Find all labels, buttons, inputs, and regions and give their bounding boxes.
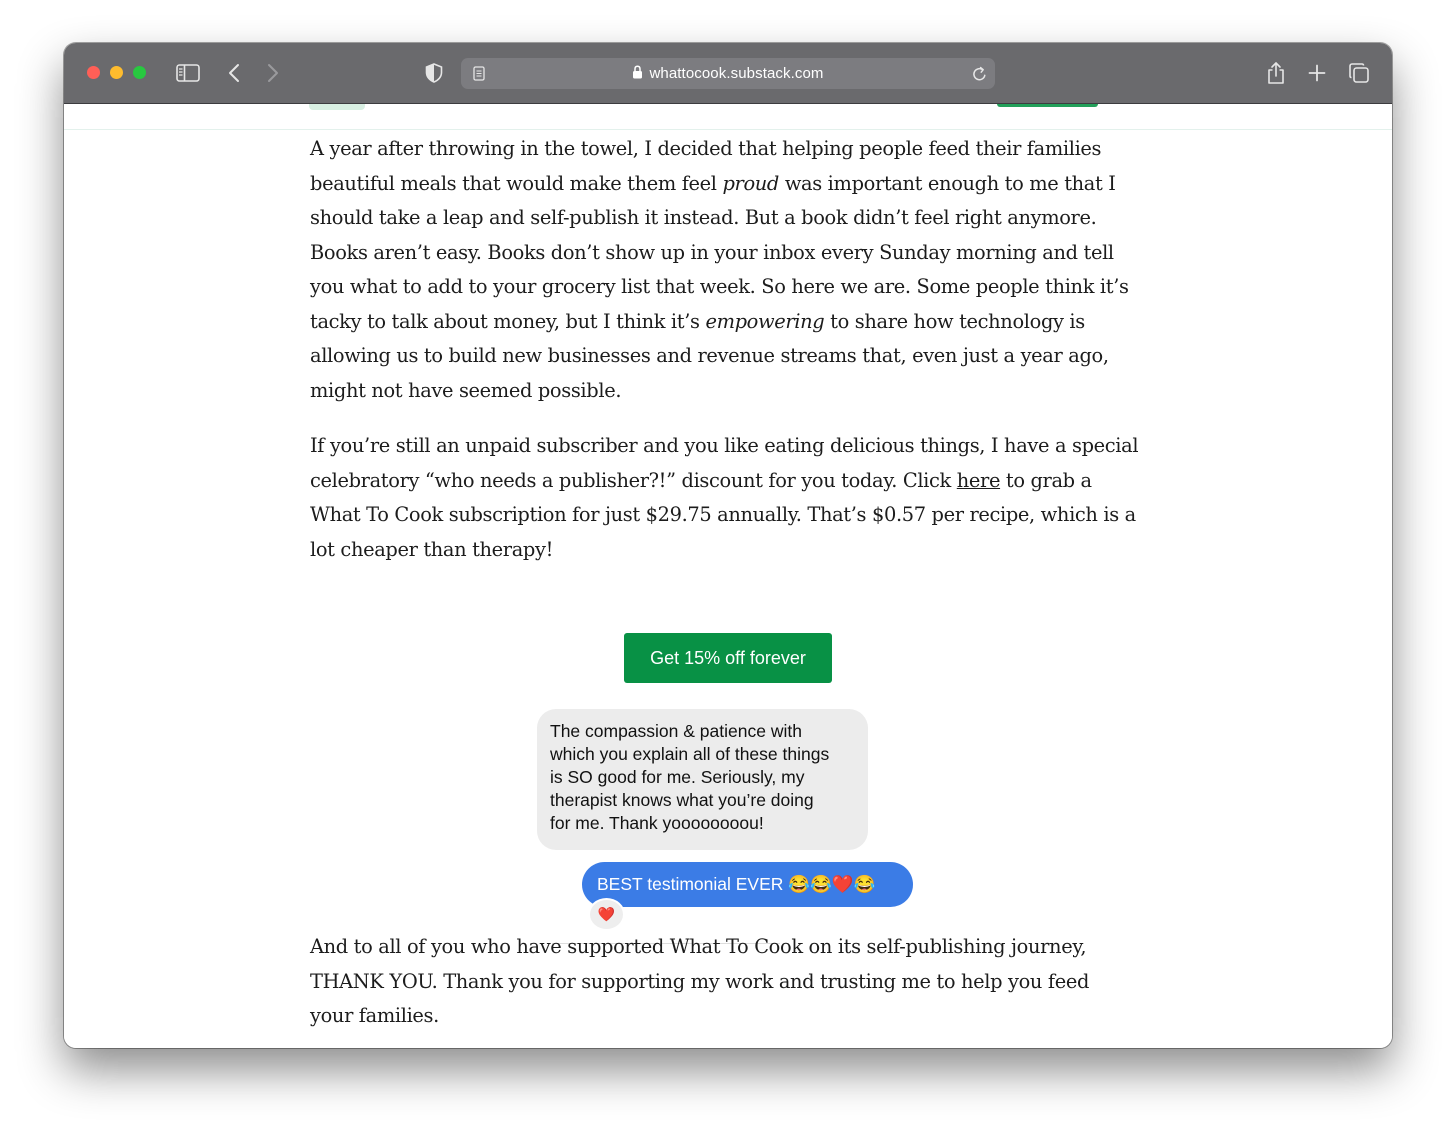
text-line: lot cheaper than therapy! bbox=[310, 537, 554, 561]
zoom-window-button[interactable] bbox=[133, 66, 146, 79]
text-line: beautiful meals that would make them feel proud was important enough to me that I bbox=[310, 171, 1116, 195]
paragraph-discount bbox=[310, 429, 1138, 567]
emphasis-proud: proud bbox=[722, 171, 779, 195]
reload-icon[interactable] bbox=[971, 65, 987, 82]
text-line: should take a leap and self-publish it instead. But a book didn’t feel right anymore. bbox=[310, 206, 1097, 229]
lock-icon bbox=[632, 65, 643, 83]
forward-icon[interactable] bbox=[263, 61, 283, 85]
text-line: allowing us to build new businesses and revenue streams that, even just a year ago, bbox=[310, 344, 1109, 367]
discount-cta-button[interactable]: Get 15% off forever bbox=[624, 633, 832, 683]
message-line: which you explain all of these things bbox=[550, 744, 830, 764]
reply-message-bubble: BEST testimonial EVER 😂😂❤️😂 bbox=[582, 862, 913, 907]
minimize-window-button[interactable] bbox=[110, 66, 123, 79]
text-line: What To Cook subscription for just $29.75 annually. That’s $0.57 per recipe, which is a bbox=[310, 503, 1136, 526]
text-line: Books aren’t easy. Books don’t show up in your inbox every Sunday morning and tell bbox=[310, 240, 1114, 264]
page-content bbox=[64, 104, 1392, 1048]
message-line: The compassion & patience with bbox=[550, 721, 802, 741]
url-text[interactable]: whattocook.substack.com bbox=[649, 65, 824, 82]
paragraph-thank-you bbox=[310, 930, 1089, 1034]
message-line: therapist knows what you’re doing bbox=[550, 790, 814, 810]
tab-overview-icon[interactable] bbox=[1347, 61, 1371, 85]
message-line: for me. Thank yoooooooou! bbox=[550, 813, 764, 833]
text-line: If you’re still an unpaid subscriber and you like eating delicious things, I have a special bbox=[310, 434, 1139, 457]
share-icon[interactable] bbox=[1264, 59, 1288, 87]
close-window-button[interactable] bbox=[87, 66, 100, 79]
address-bar[interactable] bbox=[461, 58, 995, 89]
header-button-peek bbox=[997, 104, 1098, 107]
discount-link[interactable]: here bbox=[956, 468, 1001, 492]
shield-icon[interactable] bbox=[424, 61, 444, 85]
text-line: you what to add to your grocery list that week. So here we are. Some people think it’s bbox=[310, 275, 1129, 298]
text-line: tacky to talk about money, but I think it’s empowering to share how technology is bbox=[310, 309, 1085, 333]
sticky-header-remnant bbox=[64, 104, 1392, 130]
browser-window bbox=[64, 43, 1392, 1048]
back-icon[interactable] bbox=[224, 61, 244, 85]
heart-icon: ❤️ bbox=[597, 906, 616, 923]
text-line: A year after throwing in the towel, I decided that helping people feed their families bbox=[310, 137, 1102, 160]
text-line: celebratory “who needs a publisher?!” discount for you today. Click here to grab a bbox=[310, 468, 1092, 492]
testimonial-message-bubble bbox=[537, 709, 868, 850]
text-line: might not have seemed possible. bbox=[310, 378, 622, 402]
browser-toolbar bbox=[64, 43, 1392, 104]
message-line: is SO good for me. Seriously, my bbox=[550, 767, 805, 787]
text-line: And to all of you who have supported What To Cook on its self-publishing journey, bbox=[310, 935, 1087, 958]
text-line: your families. bbox=[310, 1004, 439, 1027]
new-tab-icon[interactable] bbox=[1306, 61, 1328, 85]
emphasis-empowering: empowering bbox=[705, 309, 825, 333]
paragraph-self-publish bbox=[310, 132, 1129, 408]
header-element-peek bbox=[309, 104, 365, 110]
sidebar-icon[interactable] bbox=[175, 61, 201, 85]
text-line: THANK YOU. Thank you for supporting my work and trusting me to help you feed bbox=[310, 969, 1090, 993]
heart-tapback bbox=[588, 898, 625, 931]
